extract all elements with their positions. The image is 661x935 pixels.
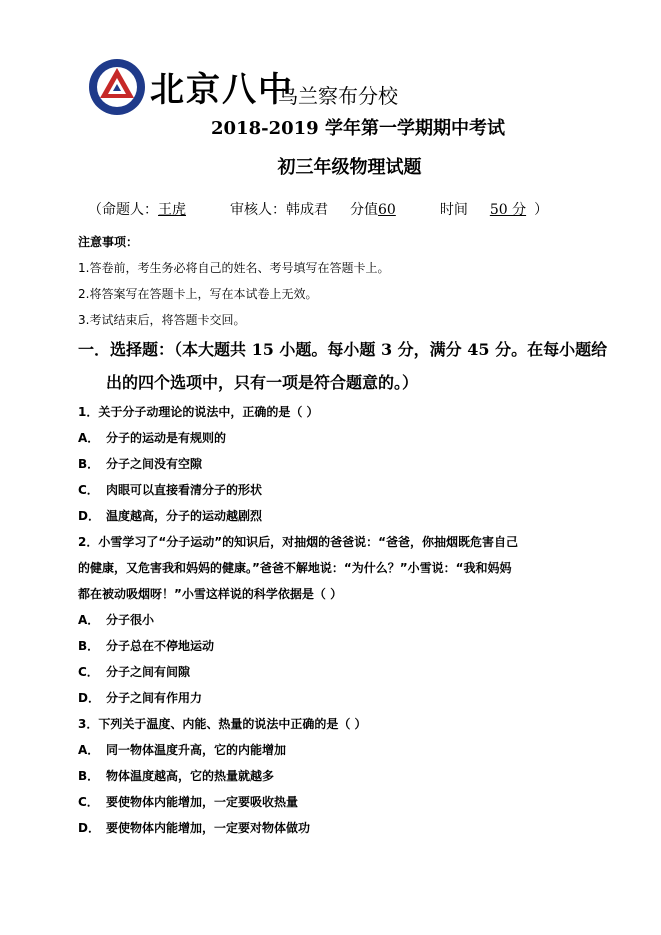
author-value: 王虎 xyxy=(158,202,186,218)
question-stem-cont: 的健康，又危害我和妈妈的健康。”爸爸不解地说：“为什么？”小雪说：“我和妈妈 xyxy=(78,561,512,575)
question-stem-cont: 都在被动吸烟呀！”小雪这样说的科学依据是（ ） xyxy=(78,587,343,601)
score-label: 分值 xyxy=(350,202,378,218)
note-item: 1.答卷前，考生务必将自己的姓名、考号填写在答题卡上。 xyxy=(78,261,390,275)
notes-heading: 注意事项： xyxy=(78,235,139,249)
option-a: A． 分子的运动是有规则的 xyxy=(78,431,227,445)
exam-title: 2018-2019 学年第一学期期中考试 xyxy=(211,118,505,139)
option-c: C． 肉眼可以直接看清分子的形状 xyxy=(78,483,263,497)
reviewer-value: 韩成君 xyxy=(286,202,328,218)
question-stem: 3．下列关于温度、内能、热量的说法中正确的是（ ） xyxy=(78,717,367,731)
exam-meta xyxy=(88,200,548,220)
note-item: 3.考试结束后，将答题卡交回。 xyxy=(78,313,246,327)
question-stem: 1．关于分子动理论的说法中，正确的是（ ） xyxy=(78,405,319,419)
author-label: （命题人： xyxy=(88,202,158,218)
option-b: B． 分子总在不停地运动 xyxy=(78,639,215,653)
time-label: 时间 xyxy=(439,202,468,218)
option-b: B． 分子之间没有空隙 xyxy=(78,457,203,471)
branch-name: 乌兰察布分校 xyxy=(278,84,398,108)
option-c: C． 要使物体内能增加，一定要吸收热量 xyxy=(78,795,299,809)
school-name: 北京八中 xyxy=(150,70,294,110)
paper-title: 初三年级物理试题 xyxy=(277,157,422,178)
section-title-cont: 出的四个选项中，只有一项是符合题意的。） xyxy=(106,373,419,392)
reviewer-label: 审核人： xyxy=(230,202,286,218)
option-d: D． 分子之间有作用力 xyxy=(78,691,203,705)
option-b: B． 物体温度越高，它的热量就越多 xyxy=(78,769,275,783)
question-stem: 2．小雪学习了“分子运动”的知识后，对抽烟的爸爸说：“爸爸，你抽烟既危害自己 xyxy=(78,535,519,549)
section-title: 一．选择题：（本大题共 15 小题。每小题 3 分，满分 45 分。在每小题给 xyxy=(78,340,608,359)
option-d: D． 温度越高，分子的运动越剧烈 xyxy=(78,509,263,523)
option-a: A． 同一物体温度升高，它的内能增加 xyxy=(78,743,287,757)
school-logo-icon xyxy=(88,58,146,116)
note-item: 2.将答案写在答题卡上，写在本试卷上无效。 xyxy=(78,287,318,301)
option-c: C． 分子之间有间隙 xyxy=(78,665,191,679)
time-value: 50 分 xyxy=(489,202,527,218)
meta-close: ） xyxy=(534,202,549,218)
option-d: D． 要使物体内能增加，一定要对物体做功 xyxy=(78,821,311,835)
score-value: 60 xyxy=(378,202,396,218)
option-a: A． 分子很小 xyxy=(78,613,155,627)
